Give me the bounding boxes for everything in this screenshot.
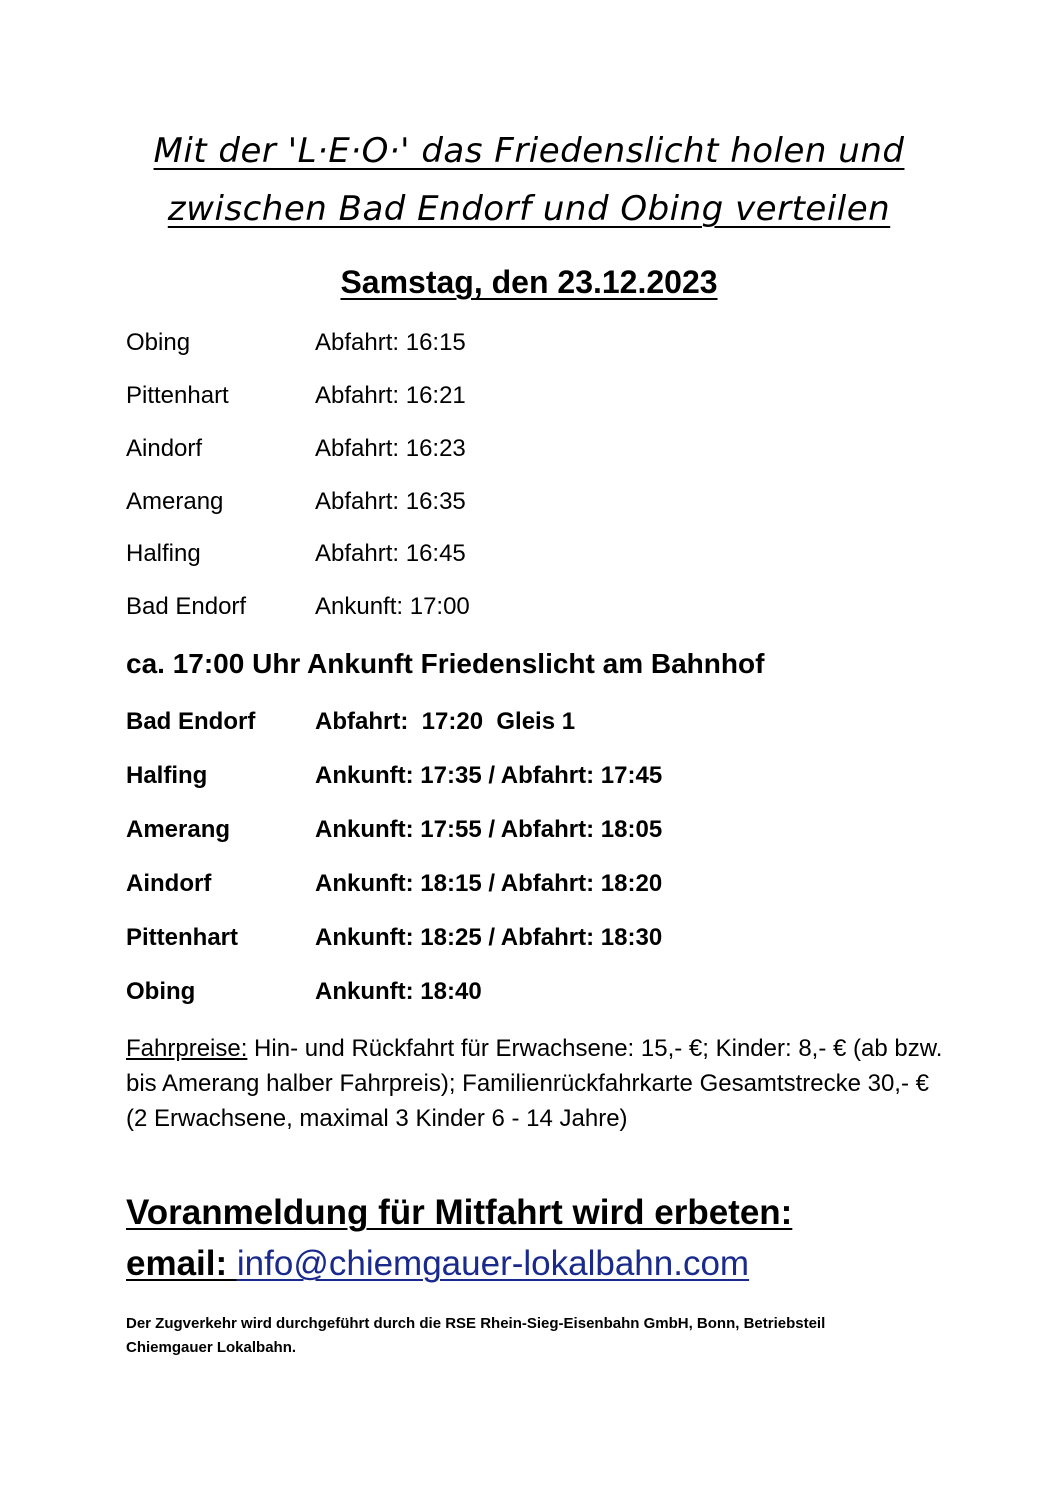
fares-text: Hin- und Rückfahrt für Erwachsene: 15,- €; Kinder: 8,- € (ab bzw. bis Amerang halber Fahrpreis); Familienrückfahrkarte Gesamtstrecke 30,- € (2 Erwachsene, maximal 3 Kinder 6 - 14 Jahre)	[126, 1035, 943, 1132]
station-name: Amerang	[126, 816, 231, 843]
email-link[interactable]: info@chiemgauer-lokalbahn.com	[236, 1244, 750, 1283]
station-name: Amerang	[126, 488, 224, 515]
schedule-time: Ankunft: 17:00	[315, 593, 470, 620]
schedule-time: Ankunft: 17:35 / Abfahrt: 17:45	[315, 762, 663, 789]
schedule-time: Abfahrt: 16:23	[315, 435, 466, 462]
signup-email-line	[126, 1244, 749, 1284]
schedule-time: Abfahrt: 17:20 Gleis 1	[315, 708, 576, 735]
signup-heading: Voranmeldung für Mitfahrt wird erbeten:	[126, 1193, 793, 1232]
station-name: Obing	[126, 329, 191, 356]
station-name: Halfing	[126, 540, 201, 567]
fares-paragraph	[126, 1031, 946, 1136]
title-line-1: Mit der 'L·E·O·' das Friedenslicht holen und	[153, 131, 905, 171]
title-line-2: zwischen Bad Endorf und Obing verteilen	[167, 189, 891, 229]
schedule-time: Ankunft: 18:40	[315, 978, 482, 1005]
date-heading: Samstag, den 23.12.2023	[340, 264, 718, 300]
schedule-time: Abfahrt: 16:21	[315, 382, 466, 409]
station-name: Aindorf	[126, 435, 203, 462]
station-name: Bad Endorf	[126, 593, 247, 620]
schedule-time: Ankunft: 18:15 / Abfahrt: 18:20	[315, 870, 663, 897]
station-name: Pittenhart	[126, 382, 229, 409]
schedule-time: Abfahrt: 16:35	[315, 488, 466, 515]
schedule-time: Abfahrt: 16:15	[315, 329, 466, 356]
station-name: Bad Endorf	[126, 708, 256, 735]
station-name: Pittenhart	[126, 924, 239, 951]
station-name: Aindorf	[126, 870, 212, 897]
schedule-time: Abfahrt: 16:45	[315, 540, 466, 567]
arrival-heading: ca. 17:00 Uhr Ankunft Friedenslicht am Bahnhof	[126, 648, 765, 679]
schedule-time: Ankunft: 17:55 / Abfahrt: 18:05	[315, 816, 663, 843]
station-name: Halfing	[126, 762, 208, 789]
fares-label: Fahrpreise:	[126, 1035, 248, 1062]
station-name: Obing	[126, 978, 196, 1005]
email-prefix: email:	[126, 1244, 237, 1283]
schedule-time: Ankunft: 18:25 / Abfahrt: 18:30	[315, 924, 663, 951]
footer-note: Der Zugverkehr wird durchgeführt durch die RSE Rhein-Sieg-Eisenbahn GmbH, Bonn, Betriebsteil Chiemgauer Lokalbahn.	[126, 1315, 826, 1356]
